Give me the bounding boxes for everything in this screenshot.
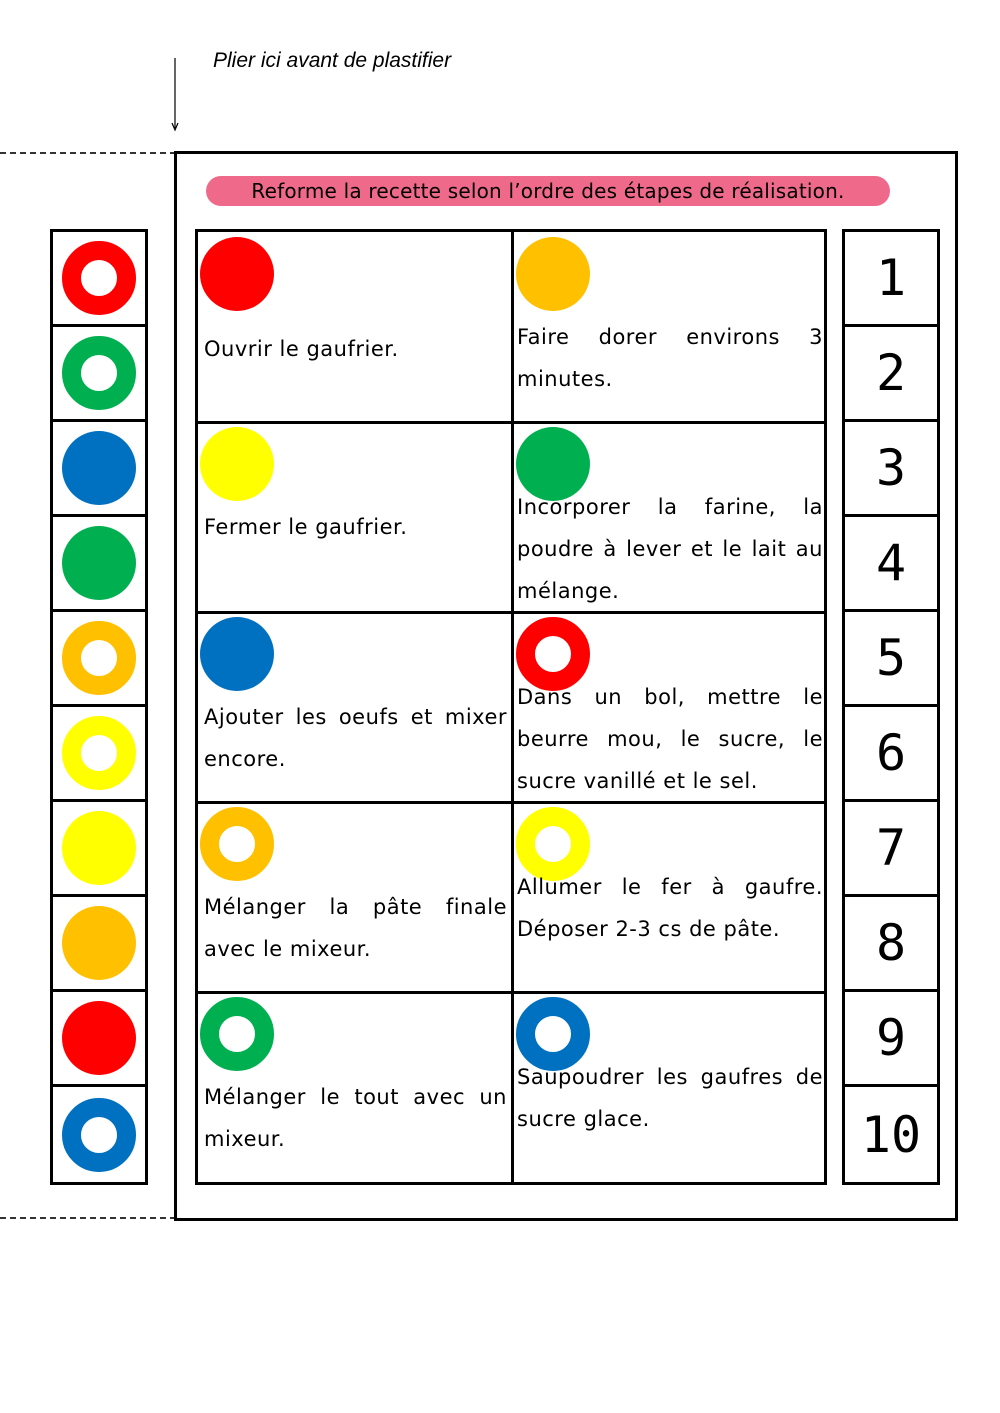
step-text: Fermer le gaufrier.: [204, 515, 408, 539]
blue-ring-icon: [62, 1098, 136, 1172]
arrow-down-icon: [168, 58, 182, 132]
step-text: Mélanger le tout avec un mixeur.: [204, 1085, 507, 1151]
red-disc-icon: [200, 237, 274, 311]
step-text: Saupoudrer les gaufres de sucre glace.: [517, 1065, 823, 1131]
yellow-disc-icon: [62, 811, 136, 885]
orange-ring-icon: [62, 621, 136, 695]
marker-cell: [53, 802, 145, 897]
step-text: Incorporer la farine, la poudre à lever et le lait au mélange.: [517, 495, 823, 603]
orange-ring-icon: [200, 807, 274, 881]
number-cell: 4: [845, 517, 937, 612]
number-cell: 8: [845, 897, 937, 992]
marker-cell: [53, 422, 145, 517]
red-ring-icon: [62, 241, 136, 315]
number-cell: 3: [845, 422, 937, 517]
number-cell: 9: [845, 992, 937, 1087]
step-text: Mélanger la pâte finale avec le mixeur.: [204, 895, 507, 961]
step-text: Ajouter les oeufs et mixer encore.: [204, 705, 507, 771]
yellow-disc-icon: [200, 427, 274, 501]
marker-cell: [53, 517, 145, 612]
green-ring-icon: [200, 997, 274, 1071]
step-card: [198, 234, 511, 424]
step-text: Dans un bol, mettre le beurre mou, le sucre, le sucre vanillé et le sel.: [517, 685, 823, 793]
red-disc-icon: [62, 1001, 136, 1075]
number-cell: 7: [845, 802, 937, 897]
number-column: [842, 229, 940, 1185]
step-card: [514, 424, 827, 614]
fold-line-bottom: [0, 1217, 176, 1219]
fold-line-top: [0, 152, 176, 154]
yellow-ring-icon: [62, 716, 136, 790]
green-ring-icon: [62, 336, 136, 410]
step-card: [514, 994, 827, 1184]
marker-cell: [53, 897, 145, 992]
step-grid: [195, 229, 827, 1185]
marker-cell: [53, 612, 145, 707]
marker-cell: [53, 707, 145, 802]
number-cell: 6: [845, 707, 937, 802]
orange-disc-icon: [62, 906, 136, 980]
blue-disc-icon: [62, 431, 136, 505]
instruction-banner: Reforme la recette selon l’ordre des étapes de réalisation.: [206, 176, 890, 206]
step-card: [198, 424, 511, 614]
blue-disc-icon: [200, 617, 274, 691]
number-cell: 2: [845, 327, 937, 422]
step-text: Allumer le fer à gaufre. Déposer 2-3 cs de pâte.: [517, 875, 823, 941]
step-card: [514, 614, 827, 804]
green-disc-icon: [62, 526, 136, 600]
step-card: [514, 804, 827, 994]
step-text: Ouvrir le gaufrier.: [204, 337, 399, 361]
marker-cell: [53, 1087, 145, 1182]
step-text: Faire dorer environs 3 minutes.: [517, 325, 823, 391]
number-cell: 10: [860, 1105, 922, 1164]
step-card: [514, 234, 827, 424]
marker-cell: [53, 327, 145, 422]
marker-column: [50, 229, 148, 1185]
marker-cell: [53, 992, 145, 1087]
step-card: [198, 994, 511, 1184]
marker-cell: [53, 232, 145, 327]
step-card: [198, 804, 511, 994]
number-cell: 5: [845, 612, 937, 707]
step-card: [198, 614, 511, 804]
fold-instruction: Plier ici avant de plastifier: [213, 49, 452, 72]
orange-disc-icon: [516, 237, 590, 311]
number-cell: 1: [845, 232, 937, 327]
